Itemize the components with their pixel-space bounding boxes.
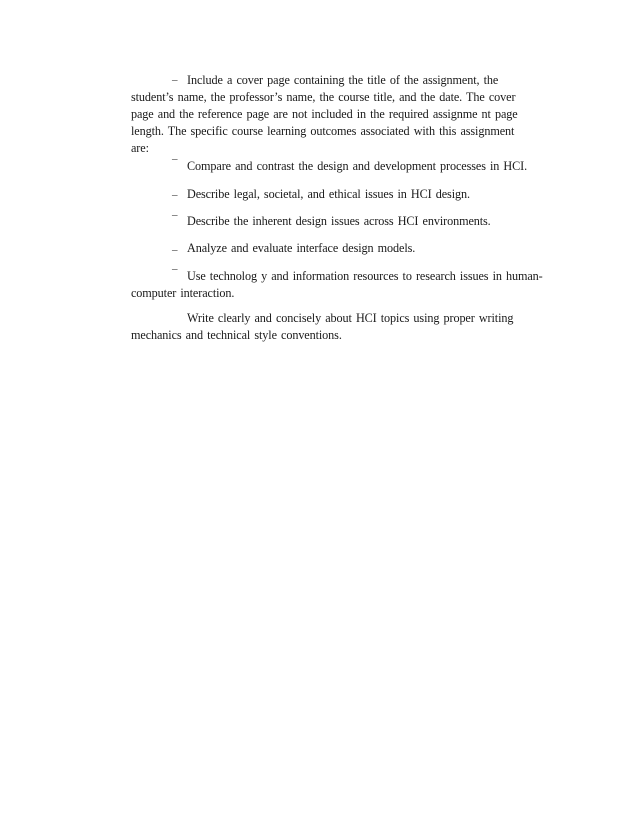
bullet-marker: – bbox=[172, 209, 178, 221]
intro-line-4: length. The specific course learning outcomes associated with this assignment bbox=[131, 124, 515, 138]
bullet-marker: – bbox=[172, 153, 178, 165]
bullet-marker: – bbox=[172, 244, 178, 256]
outcome-item-5: Use technolog y and information resources to research issues in human- bbox=[187, 269, 543, 283]
outcome-item-6: Write clearly and concisely about HCI topics using proper writing bbox=[187, 311, 514, 325]
bullet-marker: – bbox=[172, 74, 178, 86]
intro-line-1: Include a cover page containing the title of the assignment, the bbox=[187, 73, 499, 87]
intro-line-2: student’s name, the professor’s name, the course title, and the date. The cover bbox=[131, 90, 516, 104]
outcome-item-1: Compare and contrast the design and development processes in HCI. bbox=[187, 159, 528, 173]
intro-line-5: are: bbox=[131, 141, 149, 155]
outcome-item-6-continued: mechanics and technical style conventions. bbox=[131, 328, 342, 342]
bullet-marker: – bbox=[172, 263, 178, 275]
outcome-item-2: Describe legal, societal, and ethical issues in HCI design. bbox=[187, 187, 470, 201]
intro-line-3: page and the reference page are not included in the required assignme nt page bbox=[131, 107, 518, 121]
outcome-item-3: Describe the inherent design issues across HCI environments. bbox=[187, 214, 491, 228]
outcome-item-5-continued: computer interaction. bbox=[131, 286, 235, 300]
bullet-marker: – bbox=[172, 189, 178, 201]
outcome-item-4: Analyze and evaluate interface design models. bbox=[187, 241, 416, 255]
